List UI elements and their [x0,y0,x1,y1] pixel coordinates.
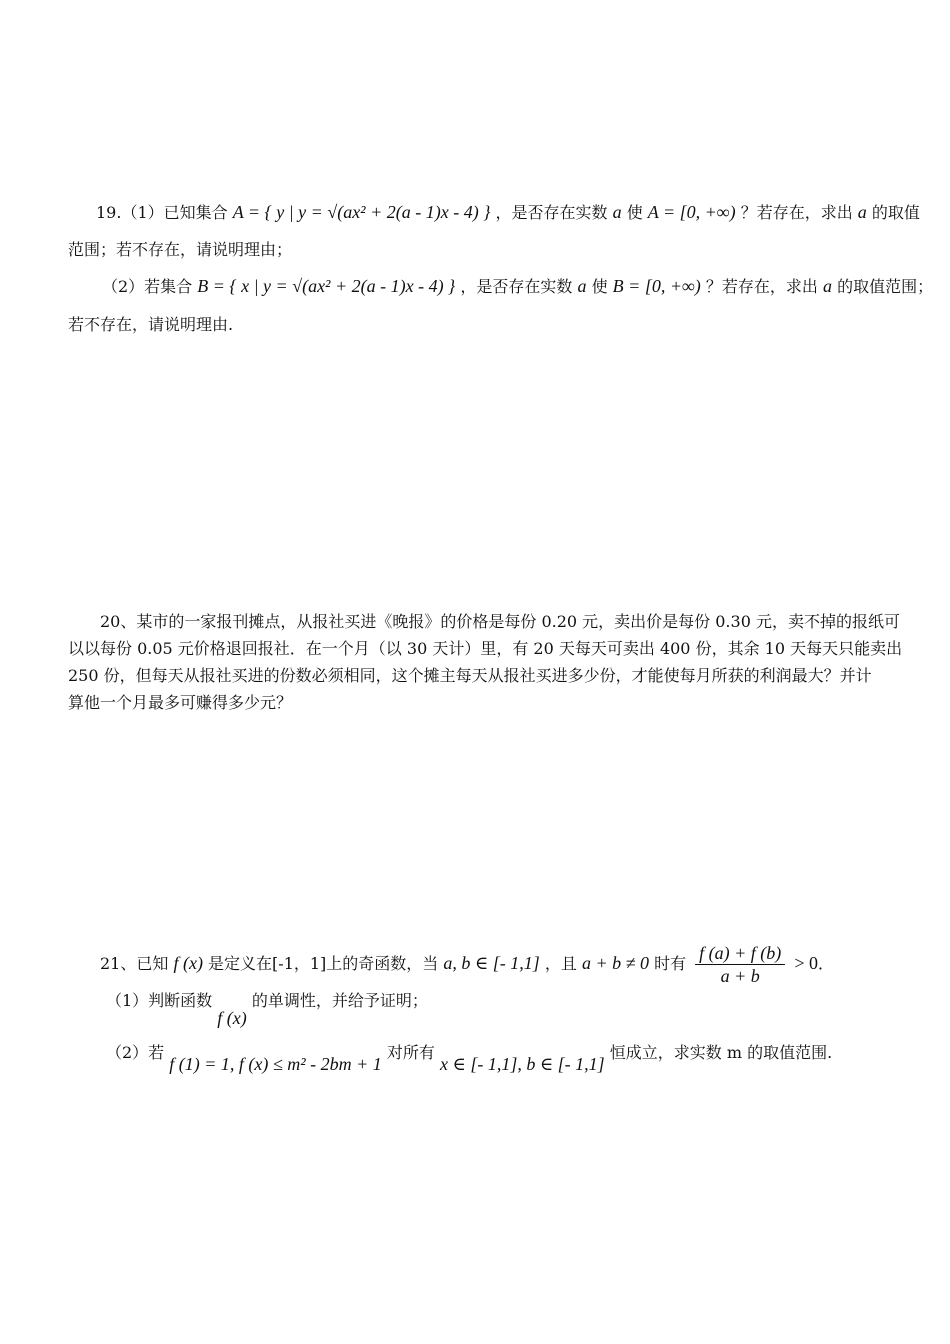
q19-line-1 [96,200,920,225]
q21-part1-intro: （1）判断函数 [106,991,213,1010]
q21-part2-expression: f (1) = 1, f (x) ≤ m² - 2bm + 1 [169,1054,382,1074]
q19-line-2: 范围；若不存在，请说明理由； [68,240,293,259]
q19-part2-intro: （2）若集合 [102,277,193,296]
q21-line-3 [106,1040,833,1074]
q21-text: 是定义在[-1，1]上的奇函数，当 [208,954,439,973]
q19-set-b: B = { x | y = √(ax² + 2(a - 1)x - 4) } [197,276,456,296]
q19-text: 的取值范围； [837,277,934,296]
q19-text: 使 [626,203,643,222]
q19-var-a: a [857,202,867,222]
q19-line-3 [102,274,933,299]
q19-intro: 19.（1）已知集合 [96,203,228,222]
q21-fraction-denominator: a + b [720,966,760,986]
q20-line-3: 250 份，但每天从报社买进的份数必须相同，这个摊主每天从报社买进多少份，才能使每月所获的利润最大？并计 [68,666,872,685]
q21-condition: a + b ≠ 0 [581,953,649,973]
q21-inequality: > 0 [794,953,819,973]
q19-text: ？若存在，求出 [740,203,853,222]
q19-text: 使 [591,277,608,296]
q21-function: f (x) [217,1008,247,1028]
q19-text: ？若存在，求出 [705,277,818,296]
q21-text: 时有 [654,954,687,973]
q21-part2-intro: （2）若 [106,1043,165,1062]
q21-fraction-numerator: f (a) + f (b) [695,942,785,965]
q21-part1-text: 的单调性，并给予证明； [251,991,428,1010]
q20-line-4: 算他一个月最多可赚得多少元？ [68,693,293,712]
q19-var-a: a [823,276,832,296]
q19-text: ，是否存在实数 [495,203,608,222]
q20-line-1: 20、某市的一家报刊摊点，从报社买进《晚报》的价格是每份 0.20 元，卖出价是每份 0.30 元，卖不掉的报纸可 [100,612,900,631]
q19-set-a: A = { y | y = √(ax² + 2(a - 1)x - 4) } [232,202,491,222]
q20-line-2: 以以每份 0.05 元价格退回报社．在一个月（以 30 天计）里，有 20 天每天可卖出 400 份，其余 10 天每天只能卖出 [68,639,903,658]
q21-part2-text: 恒成立，求实数 m 的取值范围. [609,1043,833,1062]
q19-var-a: a [612,202,622,222]
q21-ab-domain: a, b ∈ [- 1,1] [443,953,540,973]
q21-text: ，且 [544,954,577,973]
q19-text: 的取值 [871,203,920,222]
q21-part2-text: 对所有 [386,1043,435,1062]
q21-intro: 21、已知 [100,954,169,973]
q19-interval: A = [0, +∞) [647,202,736,222]
q21-part2-domain: x ∈ [- 1,1], b ∈ [- 1,1] [440,1054,605,1074]
q19-interval-b: B = [0, +∞) [612,276,701,296]
q21-line-1 [100,942,834,987]
q21-period: ． [818,954,835,973]
q19-line-4: 若不存在，请说明理由. [68,315,234,334]
q19-var-a: a [577,276,587,296]
q19-text: ，是否存在实数 [460,277,573,296]
q21-fraction [695,942,785,987]
q21-function: f (x) [173,953,203,973]
q21-line-2 [106,988,428,1028]
